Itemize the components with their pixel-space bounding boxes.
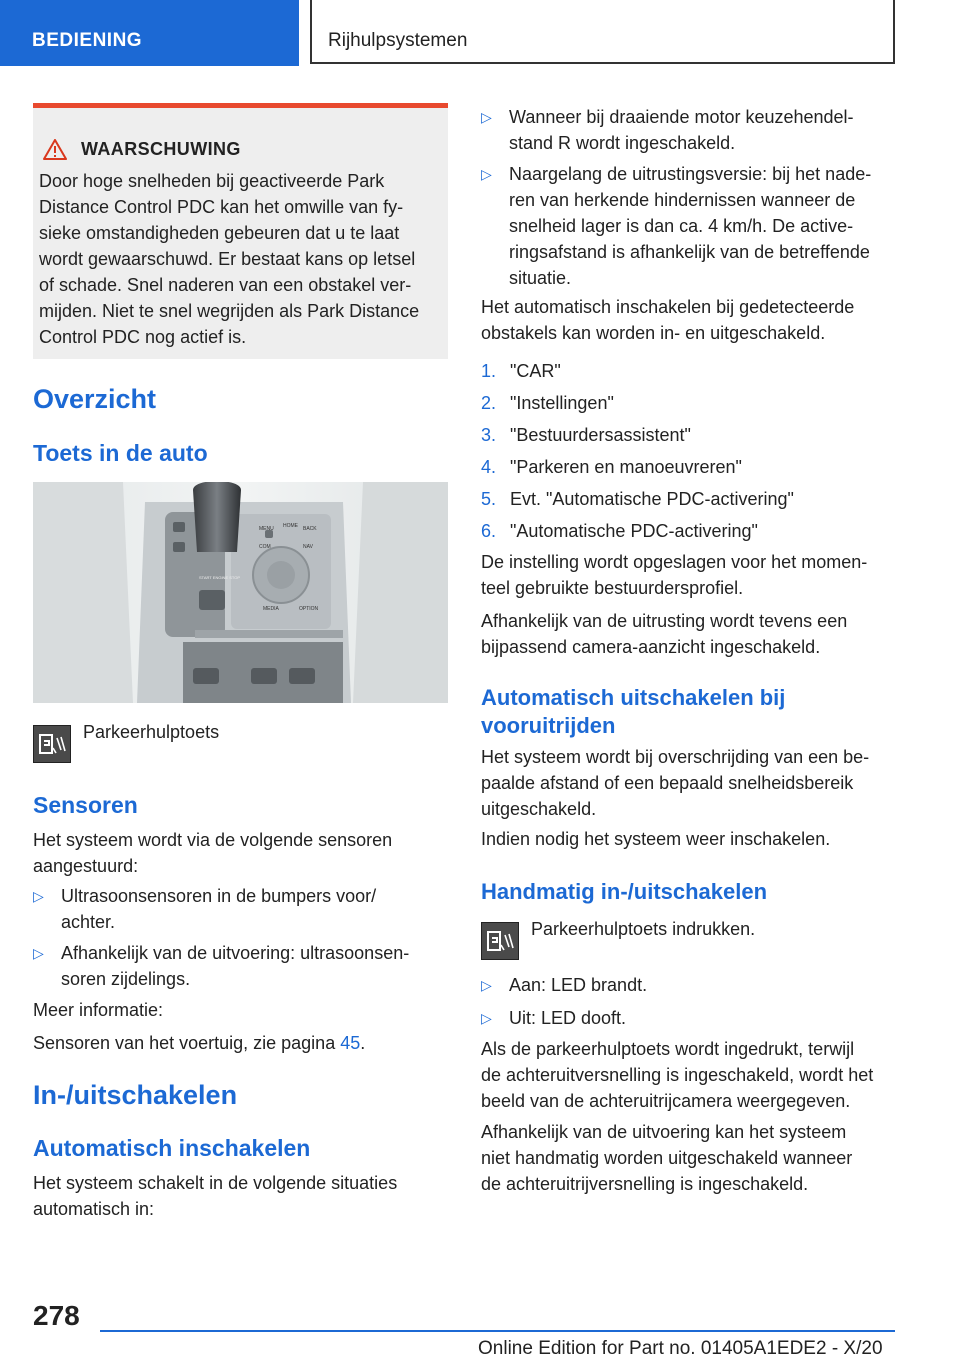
profile-paragraph	[481, 549, 867, 601]
text-line: Afhankelijk van de uitvoering: ultrasoonsen-	[61, 943, 410, 963]
manual-paragraph	[481, 1119, 852, 1197]
step-text: "Automatische PDC-activering"	[510, 521, 758, 541]
section-tab: BEDIENING	[0, 0, 299, 66]
sensor-reference	[33, 1030, 365, 1056]
step-text: Evt. "Automatische PDC-activering"	[510, 489, 794, 509]
park-assist-button-icon	[481, 922, 519, 960]
text-line: Ultrasoonsensoren in de bumpers voor/	[61, 886, 377, 906]
step-item	[481, 454, 742, 480]
warning-title-text: WAARSCHUWING	[81, 139, 241, 159]
text-line: Afhankelijk van de uitvoering kan het systeem	[481, 1122, 847, 1142]
step-item	[481, 518, 758, 544]
text-line: Het systeem wordt bij overschrijding van een be-	[481, 747, 870, 767]
auto-uit-paragraph	[481, 744, 869, 822]
warning-title	[43, 136, 440, 162]
step-text: "Instellingen"	[510, 393, 614, 413]
bullet-triangle-icon: ▷	[481, 109, 492, 125]
step-number: 1.	[481, 361, 497, 381]
text-line: De instelling wordt opgeslagen voor het momen-	[481, 552, 868, 572]
text-line: ringsafstand is afhankelijk van de betreffende	[509, 242, 870, 262]
step-number: 4.	[481, 457, 497, 477]
text-line: Het systeem schakelt in de volgende situaties	[33, 1173, 398, 1193]
list-item	[481, 1005, 896, 1031]
console-label: NAV	[303, 544, 313, 550]
warning-triangle-icon	[43, 139, 67, 160]
warning-line: Control PDC nog actief is.	[39, 327, 247, 347]
list-item	[33, 883, 448, 935]
warning-box	[33, 103, 448, 359]
reverse-paragraph	[481, 1036, 873, 1114]
step-number: 3.	[481, 425, 497, 445]
warning-line: of schade. Snel naderen van een obstakel ver-	[39, 275, 412, 295]
list-item	[33, 940, 448, 992]
heading-overzicht: Overzicht	[33, 384, 157, 414]
step-item	[481, 422, 691, 448]
bullet-triangle-icon: ▷	[481, 977, 492, 993]
chapter-title: Rijhulpsystemen	[310, 0, 895, 64]
warning-line: Distance Control PDC kan het omwille van fy-	[39, 197, 404, 217]
park-assist-button-icon	[33, 725, 71, 763]
step-text: "Bestuurdersassistent"	[510, 425, 691, 445]
text-line: situatie.	[509, 268, 572, 288]
text-line: automatisch in:	[33, 1199, 155, 1219]
warning-line: mijden. Niet te snel wegrijden als Park Distance	[39, 301, 420, 321]
step-item	[481, 390, 614, 416]
heading-automatisch-inschakelen: Automatisch inschakelen	[33, 1135, 311, 1161]
text-line: Afhankelijk van de uitrusting wordt tevens een	[481, 611, 848, 631]
reference-end: .	[360, 1033, 366, 1053]
heading-handmatig: Handmatig in-/uitschakelen	[481, 879, 768, 904]
page-link[interactable]: 45	[340, 1033, 361, 1053]
text-line: uitgeschakeld.	[481, 799, 597, 819]
step-number: 5.	[481, 489, 497, 509]
console-label: START ENGINE STOP	[199, 575, 241, 580]
sensoren-intro	[33, 827, 448, 879]
auto-activation-paragraph	[481, 294, 854, 346]
text-line: achter.	[61, 912, 116, 932]
text-line: de achteruitrijversnelling is ingeschakeld.	[481, 1174, 809, 1194]
heading-in-uitschakelen: In-/uitschakelen	[33, 1080, 238, 1110]
console-label: MENU	[259, 526, 274, 532]
text-line: beeld van de achteruitrijcamera weergegeven.	[481, 1091, 851, 1111]
text-line: Het systeem wordt via de volgende sensoren	[33, 830, 393, 850]
text-line: soren zijdelings.	[61, 969, 191, 989]
text-line: Als de parkeerhulptoets wordt ingedrukt, terwijl	[481, 1039, 855, 1059]
warning-line: wordt gewaarschuwd. Er bestaat kans op letsel	[39, 249, 416, 269]
icon-caption: Parkeerhulptoets	[83, 722, 220, 742]
console-label: OPTION	[299, 606, 319, 612]
step-text: "Parkeren en manoeuvreren"	[510, 457, 742, 477]
auto-uit-paragraph-2: Indien nodig het systeem weer inschakelen.	[481, 829, 831, 849]
park-assist-icon	[34, 726, 70, 762]
step-text: "CAR"	[510, 361, 561, 381]
heading-line: Automatisch uitschakelen bij	[481, 685, 786, 710]
step-item	[481, 486, 794, 512]
console-label: BACK	[303, 526, 317, 532]
text-line: aangestuurd:	[33, 856, 139, 876]
reference-text: Sensoren van het voertuig, zie pagina	[33, 1033, 341, 1053]
step-item	[481, 358, 561, 384]
heading-line: vooruitrijden	[481, 713, 616, 738]
text-line: ren van herkende hindernissen wanneer de	[509, 190, 856, 210]
step-number: 6.	[481, 521, 497, 541]
page-number: 278	[33, 1300, 80, 1331]
center-console-photo	[33, 482, 448, 703]
park-assist-icon	[482, 923, 518, 959]
text-line: stand R wordt ingeschakeld.	[509, 133, 736, 153]
text-line: teel gebruikte bestuurdersprofiel.	[481, 578, 744, 598]
footer-rule	[100, 1330, 895, 1332]
console-label: HOME	[283, 523, 298, 529]
camera-paragraph	[481, 608, 847, 660]
text-line: Naargelang de uitrustingsversie: bij het nade-	[509, 164, 872, 184]
text-line: Het automatisch inschakelen bij gedetecteerde	[481, 297, 855, 317]
text-line: bijpassend camera-aanzicht ingeschakeld.	[481, 637, 821, 657]
text-line: snelheid lager is dan ca. 4 km/h. De active-	[509, 216, 854, 236]
text-line: paalde afstand of een bepaald snelheidsbereik	[481, 773, 854, 793]
meer-info: Meer informatie:	[33, 1000, 164, 1020]
page-header	[0, 0, 960, 66]
list-item	[481, 161, 896, 291]
list-item	[481, 972, 896, 998]
bullet-triangle-icon: ▷	[33, 888, 44, 904]
handmatig-icon-text: Parkeerhulptoets indrukken.	[531, 919, 756, 939]
bullet-triangle-icon: ▷	[33, 945, 44, 961]
warning-line: Door hoge snelheden bij geactiveerde Park	[39, 171, 385, 191]
console-label: COM	[259, 544, 271, 550]
list-item	[481, 104, 896, 156]
heading-sensoren: Sensoren	[33, 792, 138, 818]
text-line: obstakels kan worden in- en uitgeschakeld.	[481, 323, 826, 343]
warning-line: sieke omstandigheden gebeuren dat u te laat	[39, 223, 400, 243]
text-line: Wanneer bij draaiende motor keuzehendel-	[509, 107, 854, 127]
text-line: Uit: LED dooft.	[509, 1008, 627, 1028]
auto-intro	[33, 1170, 397, 1222]
text-line: de achteruitversnelling is ingeschakeld, wordt het	[481, 1065, 874, 1085]
bullet-triangle-icon: ▷	[481, 1010, 492, 1026]
heading-toets: Toets in de auto	[33, 440, 208, 466]
text-line: Aan: LED brandt.	[509, 975, 648, 995]
edition-text: Online Edition for Part no. 01405A1EDE2 - X/20	[478, 1338, 883, 1359]
step-number: 2.	[481, 393, 497, 413]
text-line: niet handmatig worden uitgeschakeld wanneer	[481, 1148, 853, 1168]
heading-automatisch-uitschakelen	[481, 684, 785, 740]
bullet-triangle-icon: ▷	[481, 166, 492, 182]
console-label: MEDIA	[263, 606, 279, 612]
